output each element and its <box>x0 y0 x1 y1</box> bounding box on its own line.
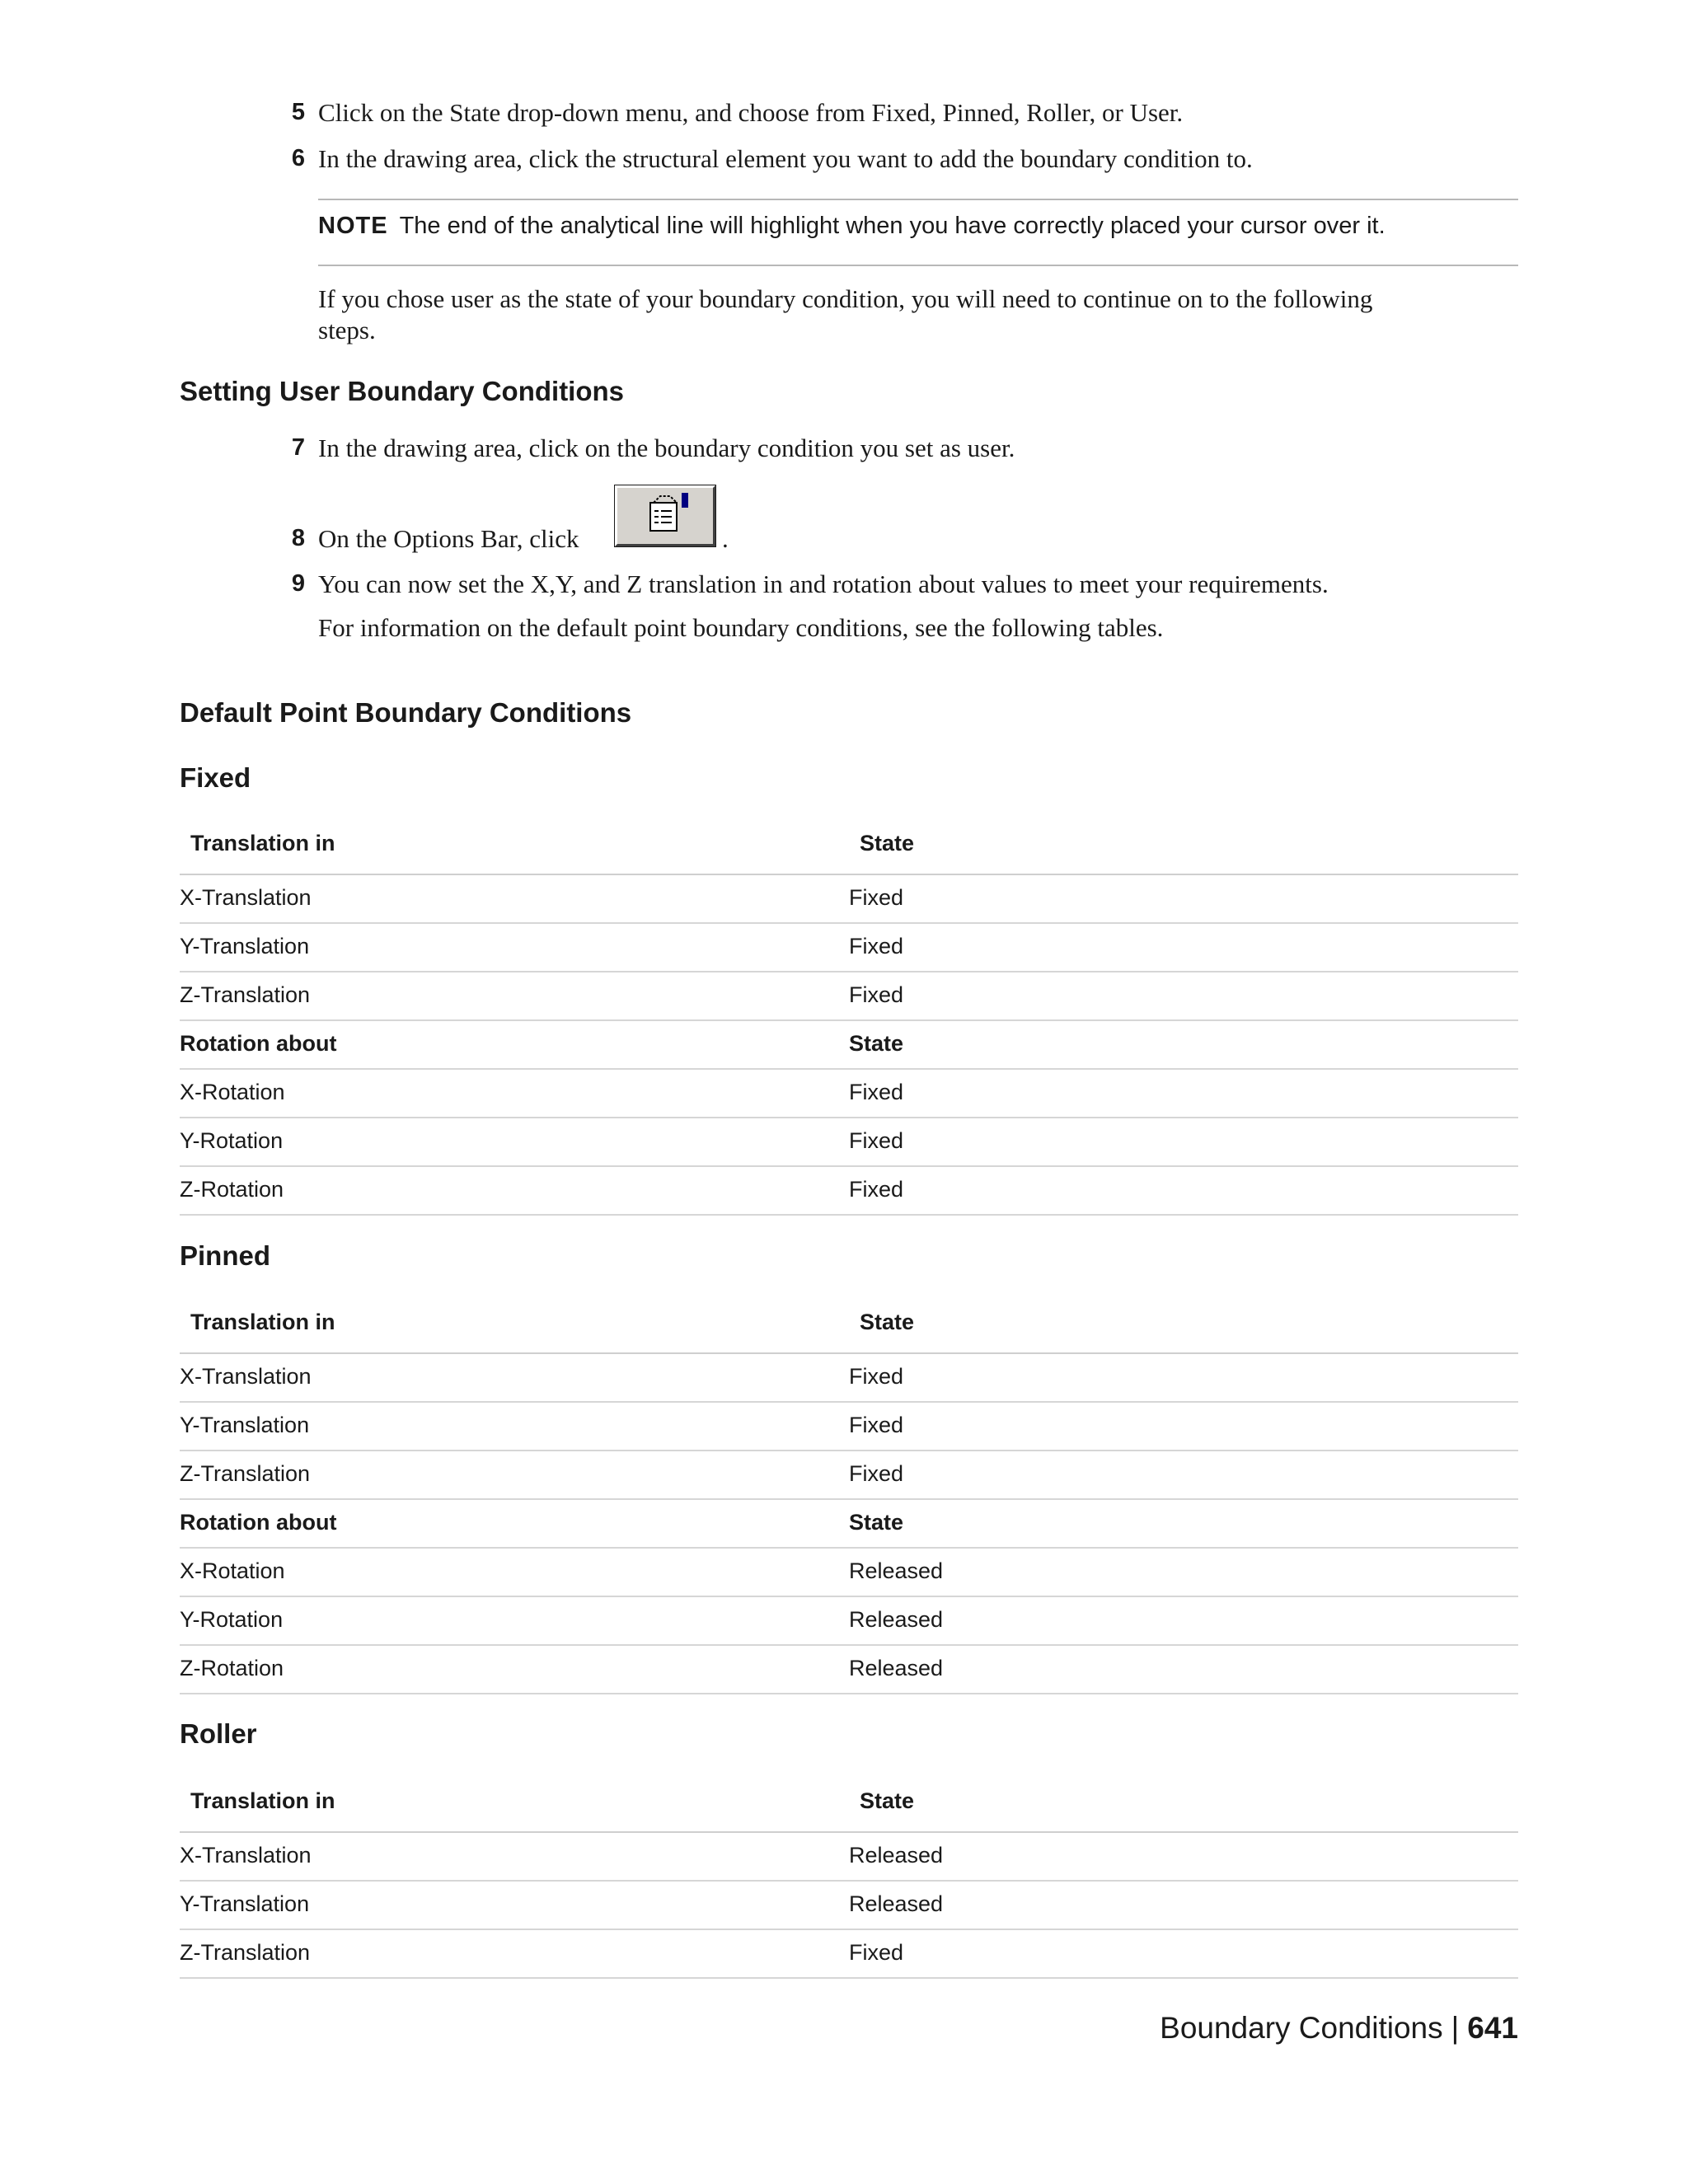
step-text: On the Options Bar, click <box>318 524 579 553</box>
note-top-rule <box>318 199 1518 200</box>
step-text: Click on the State drop-down menu, and choose from Fixed, Pinned, Roller, or User. <box>318 98 1184 127</box>
cell-state: Released <box>849 1891 944 1916</box>
cell-axis: Z-Rotation <box>180 1177 284 1202</box>
cell-state: Fixed <box>849 1940 904 1965</box>
cell-state: Released <box>849 1656 944 1680</box>
cell-state: Fixed <box>849 1128 904 1153</box>
footer-separator: | <box>1451 2011 1460 2045</box>
table-subheader-row <box>180 1021 1518 1070</box>
info-paragraph: For information on the default point boundary conditions, see the following tables. <box>318 613 1164 642</box>
header-translation-in: Translation in <box>190 1788 335 1813</box>
note-text: The end of the analytical line will highlight when you have correctly placed your cursor over it. <box>399 213 1386 239</box>
cell-state: Released <box>849 1607 944 1632</box>
cell-axis: Z-Rotation <box>180 1656 284 1680</box>
cell-state: Fixed <box>849 1413 904 1437</box>
user-state-paragraph-line2: steps. <box>318 316 376 344</box>
step-text: You can now set the X,Y, and Z translation in and rotation about values to meet your requirements. <box>318 569 1329 598</box>
element-properties-icon[interactable] <box>615 485 715 546</box>
header-state: State <box>860 1788 915 1813</box>
cell-state: Fixed <box>849 885 904 910</box>
cell-axis: Y-Rotation <box>180 1607 284 1632</box>
subheader-state: State <box>849 1031 904 1056</box>
table-title-fixed: Fixed <box>180 762 251 793</box>
step-text: In the drawing area, click the structural element you want to add the boundary condition to. <box>318 144 1253 173</box>
step-text: In the drawing area, click on the boundary condition you set as user. <box>318 434 1015 462</box>
step-8-period: . <box>722 524 729 553</box>
table-title-pinned: Pinned <box>180 1240 271 1271</box>
footer-section-title: Boundary Conditions <box>1160 2011 1443 2045</box>
cell-axis: X-Translation <box>180 1364 312 1389</box>
table-row <box>180 1118 1518 1167</box>
table-roller <box>180 1779 1518 1979</box>
step-number: 6 <box>291 145 305 171</box>
section-title-default: Default Point Boundary Conditions <box>180 697 632 728</box>
table-row <box>180 875 1518 924</box>
table-row <box>180 1833 1518 1882</box>
note-bottom-rule <box>318 265 1518 266</box>
note-label: NOTE <box>318 213 388 239</box>
table-row <box>180 1646 1518 1694</box>
table-row <box>180 1930 1518 1979</box>
table-row <box>180 1597 1518 1646</box>
step-number: 7 <box>291 434 305 461</box>
page-number: 641 <box>1467 2011 1518 2045</box>
cell-axis: Y-Rotation <box>180 1128 284 1153</box>
table-title-roller: Roller <box>180 1718 257 1749</box>
header-state: State <box>860 831 915 855</box>
table-fixed <box>180 821 1518 1216</box>
page-footer <box>1160 2011 1518 2046</box>
table-header <box>180 1300 1518 1354</box>
cell-axis: X-Rotation <box>180 1080 285 1104</box>
cell-state: Fixed <box>849 934 904 958</box>
cell-state: Fixed <box>849 1177 904 1202</box>
user-state-paragraph-line1: If you chose user as the state of your boundary condition, you will need to continue on to the following <box>318 284 1373 313</box>
section-title-user: Setting User Boundary Conditions <box>180 376 625 406</box>
cell-axis: Z-Translation <box>180 1461 311 1486</box>
cell-state: Released <box>849 1558 944 1583</box>
table-pinned <box>180 1300 1518 1694</box>
subheader-rotation-about: Rotation about <box>180 1510 337 1535</box>
cell-axis: Y-Translation <box>180 1413 310 1437</box>
cell-state: Released <box>849 1843 944 1868</box>
header-translation-in: Translation in <box>190 831 335 855</box>
cell-state: Fixed <box>849 1080 904 1104</box>
header-state: State <box>860 1310 915 1334</box>
cell-state: Fixed <box>849 1461 904 1486</box>
table-row <box>180 1070 1518 1118</box>
cell-axis: Y-Translation <box>180 1891 310 1916</box>
table-row <box>180 1549 1518 1597</box>
table-row <box>180 1451 1518 1500</box>
table-header <box>180 1779 1518 1833</box>
cell-axis: Z-Translation <box>180 1940 311 1965</box>
subheader-state: State <box>849 1510 904 1535</box>
table-row <box>180 1403 1518 1451</box>
header-translation-in: Translation in <box>190 1310 335 1334</box>
table-row <box>180 1882 1518 1930</box>
step-number: 8 <box>291 525 305 551</box>
step-number: 5 <box>291 99 305 125</box>
step-number: 9 <box>291 570 305 597</box>
note-block <box>318 213 1386 240</box>
table-row <box>180 1354 1518 1403</box>
cell-axis: Y-Translation <box>180 934 310 958</box>
table-subheader-row <box>180 1500 1518 1549</box>
cell-state: Fixed <box>849 982 904 1007</box>
table-row <box>180 1167 1518 1216</box>
table-row <box>180 972 1518 1021</box>
cell-state: Fixed <box>849 1364 904 1389</box>
table-header <box>180 821 1518 875</box>
cell-axis: X-Translation <box>180 885 312 910</box>
cell-axis: X-Rotation <box>180 1558 285 1583</box>
subheader-rotation-about: Rotation about <box>180 1031 337 1056</box>
cell-axis: Z-Translation <box>180 982 311 1007</box>
table-row <box>180 924 1518 972</box>
cell-axis: X-Translation <box>180 1843 312 1868</box>
element-properties-icon-glyph <box>617 488 713 544</box>
